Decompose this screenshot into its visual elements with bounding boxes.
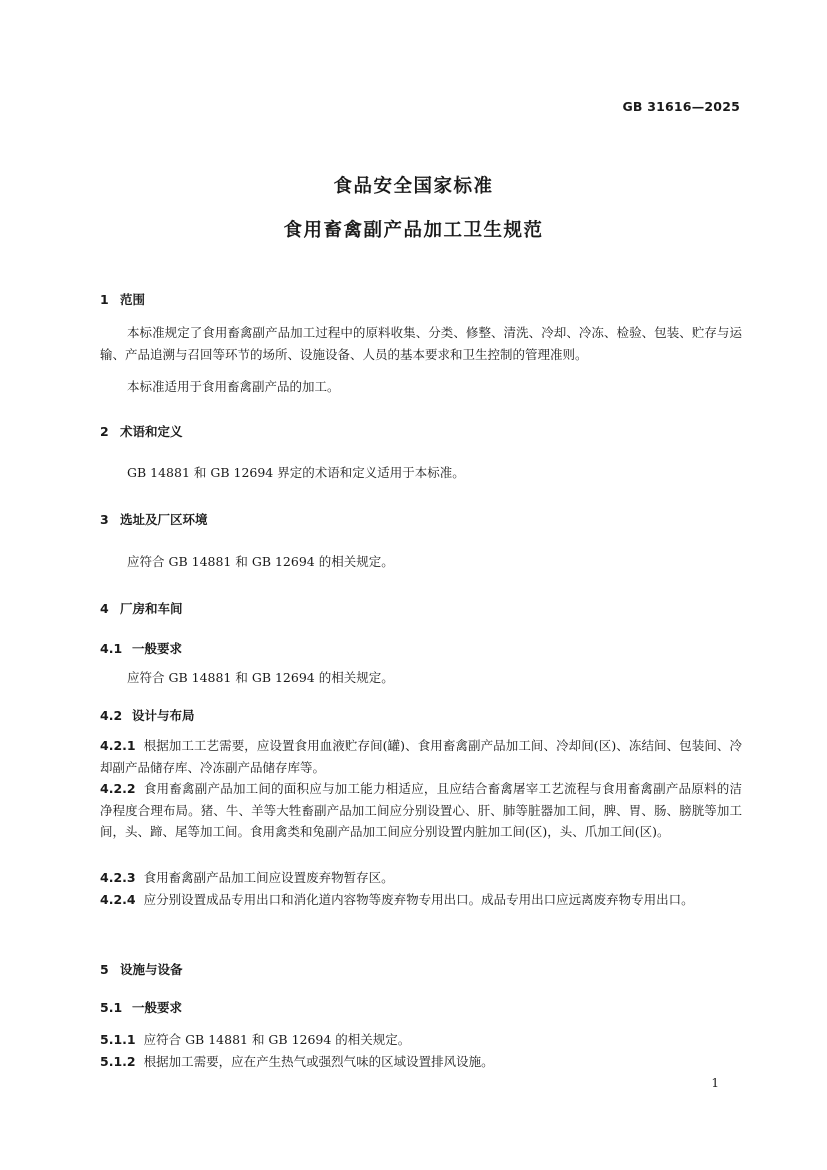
section-4-2-heading xyxy=(100,706,195,724)
subsection-number: 4.1 xyxy=(100,641,123,656)
section-1-paragraph-2: 本标准适用于食用畜禽副产品的加工。 xyxy=(127,379,340,394)
clause-4-2-3 xyxy=(100,867,742,889)
section-5-heading xyxy=(100,960,183,978)
document-subtitle: 食用畜禽副产品加工卫生规范 xyxy=(283,220,544,241)
section-title: 设施与设备 xyxy=(120,962,183,977)
standard-code: GB 31616—2025 xyxy=(622,99,740,114)
subsection-number: 4.2 xyxy=(100,708,123,723)
clause-number: 5.1.1 xyxy=(100,1032,136,1047)
section-3-heading xyxy=(100,510,208,528)
clause-text: 应符合 GB 14881 和 GB 12694 的相关规定。 xyxy=(143,1032,411,1047)
section-1-paragraph-1: 本标准规定了食用畜禽副产品加工过程中的原料收集、分类、修整、清洗、冷却、冷冻、检验、包装、贮存与运输、产品追溯与召回等环节的场所、设施设备、人员的基本要求和卫生控制的管理准则。 xyxy=(100,325,742,362)
section-number: 4 xyxy=(100,601,109,616)
section-title: 厂房和车间 xyxy=(120,601,183,616)
clause-text: 食用畜禽副产品加工间的面积应与加工能力相适应，且应结合畜禽屠宰工艺流程与食用畜禽副产品原料的洁净程度合理布局。猪、牛、羊等大牲畜副产品加工间应分别设置心、肝、肺等脏器加工间，脾、胃、肠、膀胱等加工间，头、蹄、尾等加工间。食用禽类和兔副产品加工间应分别设置内脏加工间(区)，头、爪加工间(区)。 xyxy=(100,781,742,839)
clause-number: 4.2.1 xyxy=(100,738,136,753)
section-4-1-paragraph-1: 应符合 GB 14881 和 GB 12694 的相关规定。 xyxy=(127,670,394,685)
section-number: 3 xyxy=(100,512,109,527)
section-5-1-heading xyxy=(100,998,182,1016)
clause-text: 食用畜禽副产品加工间应设置废弃物暂存区。 xyxy=(143,870,394,885)
subsection-title: 一般要求 xyxy=(132,641,183,656)
clause-number: 4.2.4 xyxy=(100,892,136,907)
section-4-1-heading xyxy=(100,639,182,657)
subsection-title: 一般要求 xyxy=(132,1000,183,1015)
clause-5-1-1 xyxy=(100,1029,742,1051)
clause-text: 根据加工工艺需要，应设置食用血液贮存间(罐)、食用畜禽副产品加工间、冷却间(区)、冻结间、包装间、冷却副产品储存库、冷冻副产品储存库等。 xyxy=(100,738,742,775)
clause-text: 根据加工需要，应在产生热气或强烈气味的区域设置排风设施。 xyxy=(143,1054,494,1069)
section-title: 选址及厂区环境 xyxy=(120,512,208,527)
clause-4-2-1 xyxy=(100,735,742,778)
clause-text: 应分别设置成品专用出口和消化道内容物等废弃物专用出口。成品专用出口应远离废弃物专用出口。 xyxy=(143,892,694,907)
clause-4-2-2 xyxy=(100,778,742,843)
section-4-heading xyxy=(100,599,183,617)
clause-4-2-4 xyxy=(100,889,742,911)
clause-number: 4.2.2 xyxy=(100,781,136,796)
document-title: 食品安全国家标准 xyxy=(333,176,494,197)
clause-5-1-2 xyxy=(100,1051,742,1073)
section-3-paragraph-1: 应符合 GB 14881 和 GB 12694 的相关规定。 xyxy=(127,554,394,569)
clause-number: 4.2.3 xyxy=(100,870,136,885)
section-1-heading xyxy=(100,290,145,308)
section-title: 范围 xyxy=(120,292,146,307)
page-number: 1 xyxy=(711,1076,719,1090)
section-2-heading xyxy=(100,422,183,440)
clause-number: 5.1.2 xyxy=(100,1054,136,1069)
section-number: 5 xyxy=(100,962,109,977)
section-number: 2 xyxy=(100,424,109,439)
section-number: 1 xyxy=(100,292,109,307)
subsection-title: 设计与布局 xyxy=(132,708,195,723)
section-title: 术语和定义 xyxy=(120,424,183,439)
section-2-paragraph-1: GB 14881 和 GB 12694 界定的术语和定义适用于本标准。 xyxy=(127,465,465,480)
subsection-number: 5.1 xyxy=(100,1000,123,1015)
